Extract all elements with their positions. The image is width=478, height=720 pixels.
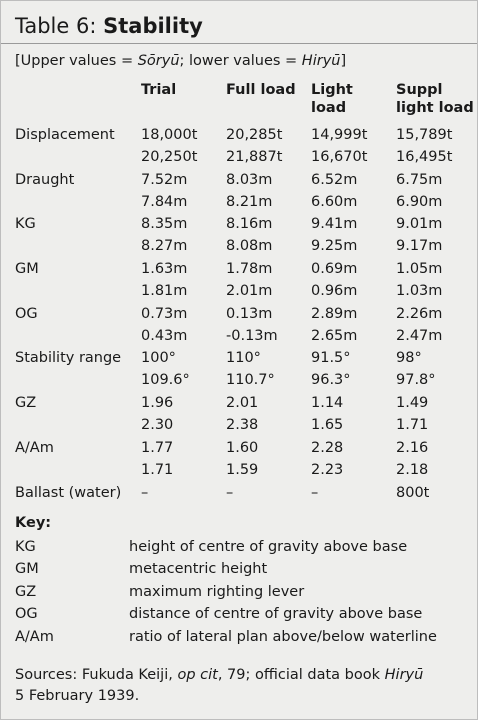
table-cell: 1.96: [141, 395, 174, 411]
column-header-full-load-text: Full load: [226, 82, 296, 98]
table-cell: 1.81m: [141, 283, 188, 299]
table-cell: 1.49: [396, 395, 429, 411]
column-header-light-line1: Light: [311, 82, 353, 98]
table-cell: 1.59: [226, 462, 259, 478]
key-abbr: GZ: [15, 584, 37, 600]
row-label-stability-range: Stability range: [15, 350, 122, 366]
subtitle-open: [Upper values =: [15, 53, 138, 69]
table-cell: 7.84m: [141, 194, 188, 210]
table-cell: 96.3°: [311, 372, 351, 388]
key-description: height of centre of gravity above base: [129, 539, 408, 555]
sources-date: 5 February 1939.: [15, 688, 140, 704]
table-cell: 800t: [396, 485, 430, 501]
key-abbr: KG: [15, 539, 36, 555]
row-label-displacement: Displacement: [15, 127, 115, 143]
table-cell: 8.27m: [141, 238, 188, 254]
table-cell: 1.60: [226, 440, 259, 456]
table-number: Table 6:: [15, 14, 97, 38]
table-cell: -0.13m: [226, 328, 278, 344]
table-cell: 16,670t: [311, 149, 368, 165]
table-cell: 20,250t: [141, 149, 198, 165]
table-cell: 1.03m: [396, 283, 443, 299]
table-cell: 2.26m: [396, 306, 443, 322]
table-cell: 1.05m: [396, 261, 443, 277]
table-cell: 0.73m: [141, 306, 188, 322]
key-abbr: OG: [15, 606, 38, 622]
table-cell: 9.01m: [396, 216, 443, 232]
table-cell: 8.35m: [141, 216, 188, 232]
table-cell: 9.41m: [311, 216, 358, 232]
table-title: [15, 13, 203, 39]
table-cell: 9.17m: [396, 238, 443, 254]
table-cell: 2.38: [226, 417, 259, 433]
table-cell: 2.01m: [226, 283, 273, 299]
row-label-gm: GM: [15, 261, 39, 277]
column-header-light-load: [311, 81, 353, 117]
sources-page: , 79; official data book: [217, 667, 385, 683]
sources-ship: Hiryū: [384, 667, 424, 683]
table-cell: 2.65m: [311, 328, 358, 344]
sources-label: Sources:: [15, 667, 78, 683]
sources-opcit: op cit: [177, 667, 218, 683]
key-description: maximum righting lever: [129, 584, 305, 600]
table-cell: 14,999t: [311, 127, 368, 143]
subtitle-close: ]: [340, 53, 347, 69]
table-cell: 8.03m: [226, 172, 273, 188]
table-cell: 97.8°: [396, 372, 436, 388]
table-cell: 0.96m: [311, 283, 358, 299]
table-cell: 8.16m: [226, 216, 273, 232]
subtitle-mid: ; lower values =: [179, 53, 302, 69]
key-abbr: A/Am: [15, 629, 54, 645]
row-label-draught: Draught: [15, 172, 75, 188]
table-cell: 8.21m: [226, 194, 273, 210]
table-cell: 2.18: [396, 462, 429, 478]
table-subtitle: [15, 51, 346, 71]
table-cell: 1.77: [141, 440, 174, 456]
table-cell: 15,789t: [396, 127, 453, 143]
table-cell: 2.23: [311, 462, 344, 478]
row-label-og: OG: [15, 306, 38, 322]
table-cell: 0.69m: [311, 261, 358, 277]
table-cell: 1.63m: [141, 261, 188, 277]
table-cell: –: [226, 485, 234, 501]
table-cell: 1.71: [396, 417, 429, 433]
table-cell: –: [311, 485, 319, 501]
key-abbr: GM: [15, 561, 39, 577]
table-cell: 7.52m: [141, 172, 188, 188]
table-cell: 6.60m: [311, 194, 358, 210]
column-header-light-line2: load: [311, 100, 347, 116]
table-cell: 6.75m: [396, 172, 443, 188]
key-description: distance of centre of gravity above base: [129, 606, 423, 622]
table-cell: 110°: [226, 350, 261, 366]
table-cell: 2.89m: [311, 306, 358, 322]
column-header-full-load: [226, 81, 296, 99]
table-cell: 18,000t: [141, 127, 198, 143]
table-cell: 0.43m: [141, 328, 188, 344]
table-cell: –: [141, 485, 149, 501]
table-cell: 8.08m: [226, 238, 273, 254]
table-cell: 1.65: [311, 417, 344, 433]
column-header-trial: [141, 81, 176, 99]
table-cell: 1.78m: [226, 261, 273, 277]
row-label-gz: GZ: [15, 395, 37, 411]
row-label-a-am: A/Am: [15, 440, 54, 456]
column-header-suppl-line2: light load: [396, 100, 474, 116]
table-cell: 98°: [396, 350, 422, 366]
table-cell: 100°: [141, 350, 176, 366]
table-cell: 20,285t: [226, 127, 283, 143]
key-description: ratio of lateral plan above/below waterline: [129, 629, 437, 645]
sources-author: Fukuda Keiji,: [77, 667, 178, 683]
table-cell: 6.90m: [396, 194, 443, 210]
table-cell: 1.71: [141, 462, 174, 478]
table-cell: 1.14: [311, 395, 344, 411]
row-label-ballast: Ballast (water): [15, 485, 122, 501]
table-cell: 16,495t: [396, 149, 453, 165]
table-cell: 91.5°: [311, 350, 351, 366]
subtitle-ship-hiryu: Hiryū: [301, 53, 341, 69]
table-cell: 2.01: [226, 395, 259, 411]
column-header-suppl-line1: Suppl: [396, 82, 443, 98]
column-header-trial-text: Trial: [141, 82, 177, 98]
key-description: metacentric height: [129, 561, 268, 577]
row-label-kg: KG: [15, 216, 36, 232]
sources-note: [15, 665, 465, 707]
table-cell: 2.47m: [396, 328, 443, 344]
table-cell: 2.28: [311, 440, 344, 456]
table-cell: 2.30: [141, 417, 174, 433]
table-cell: 0.13m: [226, 306, 273, 322]
table-cell: 2.16: [396, 440, 429, 456]
title-divider: [1, 43, 477, 44]
table-title-text: Stability: [103, 14, 203, 38]
table-cell: 6.52m: [311, 172, 358, 188]
key-heading: Key:: [15, 515, 52, 531]
table-cell: 109.6°: [141, 372, 190, 388]
column-header-suppl-light-load: [396, 81, 474, 117]
subtitle-ship-soryu: Sōryū: [137, 53, 180, 69]
table-cell: 110.7°: [226, 372, 275, 388]
table-cell: 21,887t: [226, 149, 283, 165]
table-cell: 9.25m: [311, 238, 358, 254]
